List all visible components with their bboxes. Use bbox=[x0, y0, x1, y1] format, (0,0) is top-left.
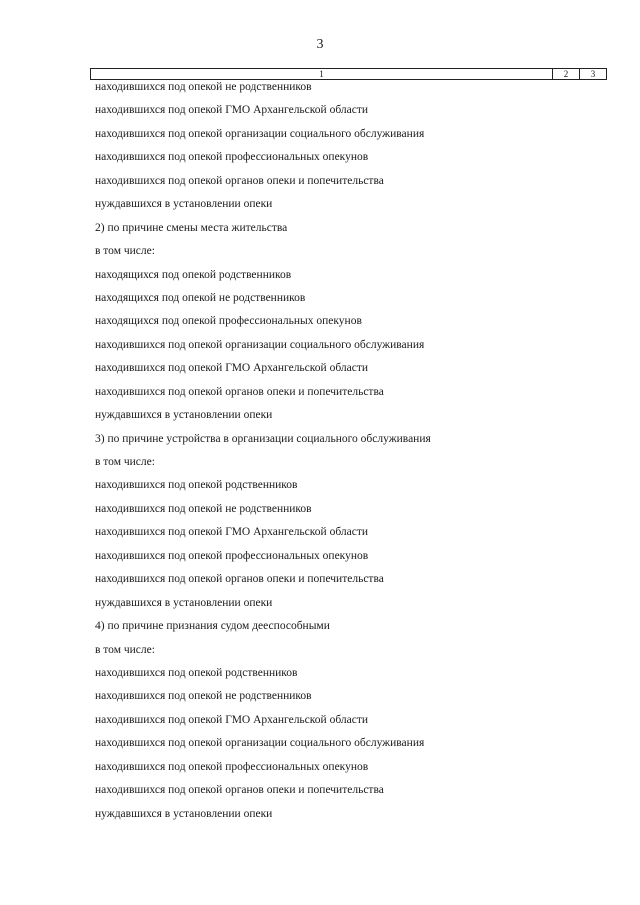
table-row: находившихся под опекой организации социального обслуживания bbox=[95, 737, 425, 750]
table-row: находившихся под опекой не родственников bbox=[95, 690, 312, 703]
table-row: в том числе: bbox=[95, 245, 155, 258]
table-row: 3) по причине устройства в организации социального обслуживания bbox=[95, 432, 431, 445]
table-row: нуждавшихся в установлении опеки bbox=[95, 409, 273, 422]
table-row: находящихся под опекой не родственников bbox=[95, 291, 306, 304]
table-row: находившихся под опекой органов опеки и попечительства bbox=[95, 784, 384, 797]
table-row: находившихся под опекой ГМО Архангельской области bbox=[95, 362, 369, 375]
table-header-col-3: 3 bbox=[590, 69, 596, 79]
table-row: находившихся под опекой профессиональных опекунов bbox=[95, 760, 369, 773]
page-number: 3 bbox=[316, 37, 324, 52]
table-row: находящихся под опекой родственников bbox=[95, 268, 292, 281]
table-row: находившихся под опекой профессиональных опекунов bbox=[95, 549, 369, 562]
table-header-col-1: 1 bbox=[91, 69, 553, 79]
table-row: находившихся под опекой не родственников bbox=[95, 502, 312, 515]
table-row: находившихся под опекой ГМО Архангельской области bbox=[95, 713, 369, 726]
table-row: 2) по причине смены места жительства bbox=[95, 221, 288, 234]
table-header-col-2: 2 bbox=[553, 69, 580, 79]
table-body bbox=[95, 79, 605, 829]
table-row: находившихся под опекой организации социального обслуживания bbox=[95, 338, 425, 351]
table-row: нуждавшихся в установлении опеки bbox=[95, 807, 273, 820]
table-row: нуждавшихся в установлении опеки bbox=[95, 198, 273, 211]
table-row: находившихся под опекой ГМО Архангельской области bbox=[95, 104, 369, 117]
table-row: находившихся под опекой организации социального обслуживания bbox=[95, 127, 425, 140]
table-row: находившихся под опекой родственников bbox=[95, 666, 298, 679]
table-row: находившихся под опекой органов опеки и попечительства bbox=[95, 174, 384, 187]
table-row: в том числе: bbox=[95, 643, 155, 656]
table-row: нуждавшихся в установлении опеки bbox=[95, 596, 273, 609]
table-row: 4) по причине признания судом дееспособными bbox=[95, 620, 330, 633]
table-row: в том числе: bbox=[95, 456, 155, 468]
table-row: находившихся под опекой профессиональных опекунов bbox=[95, 151, 369, 164]
table-row: находившихся под опекой ГМО Архангельской области bbox=[95, 526, 369, 539]
table-row: находящихся под опекой профессиональных опекунов bbox=[95, 315, 362, 328]
table-row: находившихся под опекой органов опеки и попечительства bbox=[95, 385, 384, 398]
table-row: находившихся под опекой не родственников bbox=[95, 81, 312, 93]
table-row: находившихся под опекой родственников bbox=[95, 479, 298, 492]
table-row: находившихся под опекой органов опеки и попечительства bbox=[95, 573, 384, 586]
